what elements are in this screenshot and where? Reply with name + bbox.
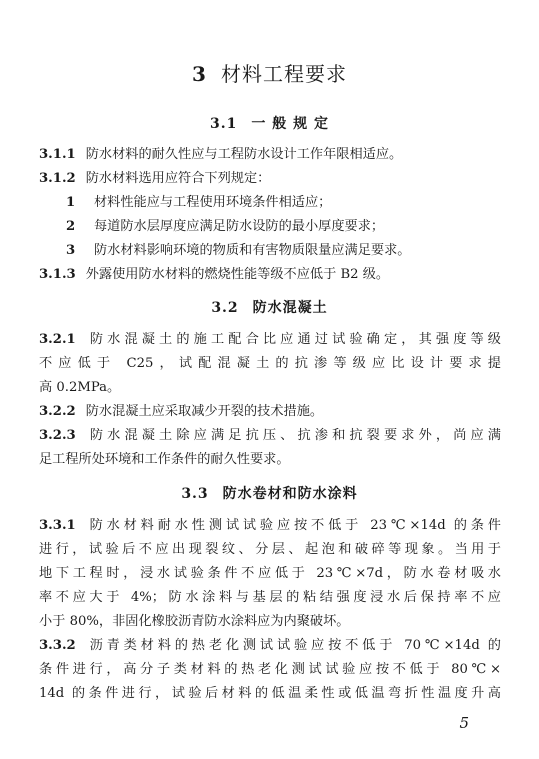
clause-text: 条件进行，高分子类材料的热老化测试试验应按不低于 80℃× bbox=[39, 662, 501, 677]
clause-3-3-1-line bbox=[39, 516, 501, 536]
clause-text: 地下工程时，浸水试验条件不应低于 23℃×7d，防水卷材吸水 bbox=[39, 566, 501, 581]
clause-3-1-1 bbox=[39, 145, 501, 165]
clause-3-2-3-line bbox=[39, 426, 501, 446]
clause-number: 3.2.1 bbox=[39, 332, 76, 347]
clause-text: 14d 的条件进行，试验后材料的低温柔性或低温弯折性温度升高 bbox=[39, 686, 501, 701]
clause-3-3-2-line bbox=[39, 636, 501, 656]
chapter-title-text: 材料工程要求 bbox=[220, 62, 347, 86]
clause-number: 3.1.3 bbox=[39, 267, 76, 282]
clause-number: 3.2.2 bbox=[39, 404, 76, 419]
item-text: 每道防水层厚度应满足防水设防的最小厚度要求； bbox=[94, 219, 385, 234]
section-number: 3.3 bbox=[181, 486, 209, 502]
item-text: 防水材料影响环境的物质和有害物质限量应满足要求。 bbox=[94, 243, 411, 258]
section-title-text: 一 般 规 定 bbox=[251, 116, 329, 132]
clause-text: 高 0.2MPa。 bbox=[39, 380, 121, 395]
clause-3-3-1-line bbox=[39, 540, 501, 560]
clause-3-2-1-line bbox=[39, 330, 501, 350]
clause-3-2-1-line bbox=[39, 354, 501, 374]
clause-text: 防水混凝土除应满足抗压、抗渗和抗裂要求外，尚应满 bbox=[85, 428, 501, 443]
clause-number: 3.3.2 bbox=[39, 638, 76, 653]
clause-text: 防水混凝土应采取减少开裂的技术措施。 bbox=[85, 404, 324, 419]
clause-3-1-3 bbox=[39, 265, 501, 285]
item-number: 3 bbox=[66, 243, 76, 258]
page-number: 5 bbox=[459, 714, 469, 732]
list-item bbox=[66, 193, 506, 213]
section-title-text: 防水卷材和防水涂料 bbox=[222, 486, 358, 502]
list-item bbox=[66, 217, 506, 237]
clause-3-3-1-line bbox=[39, 564, 501, 584]
section-title-3-1 bbox=[0, 113, 539, 133]
clause-text: 外露使用防水材料的燃烧性能等级不应低于 B2 级。 bbox=[85, 267, 390, 282]
clause-number: 3.1.2 bbox=[39, 171, 76, 186]
item-number: 2 bbox=[66, 219, 76, 234]
clause-3-2-3-line bbox=[39, 450, 501, 470]
clause-3-1-2 bbox=[39, 169, 501, 189]
section-title-text: 防水混凝土 bbox=[252, 300, 328, 316]
item-number: 1 bbox=[66, 195, 76, 210]
clause-3-3-1-line bbox=[39, 612, 501, 632]
clause-text: 进行，试验后不应出现裂纹、分层、起泡和破碎等现象。当用于 bbox=[39, 542, 501, 557]
section-title-3-2 bbox=[0, 297, 539, 317]
chapter-title bbox=[0, 58, 539, 87]
clause-text: 不应低于 C25，试配混凝土的抗渗等级应比设计要求提 bbox=[39, 356, 501, 371]
clause-3-3-2-line bbox=[39, 684, 501, 704]
clause-text: 沥青类材料的热老化测试试验应按不低于 70℃×14d 的 bbox=[85, 638, 501, 653]
clause-number: 3.3.1 bbox=[39, 518, 76, 533]
clause-text: 防水材料耐水性测试试验应按不低于 23℃×14d 的条件 bbox=[85, 518, 501, 533]
clause-text: 防水材料的耐久性应与工程防水设计工作年限相适应。 bbox=[85, 147, 403, 162]
clause-text: 足工程所处环境和工作条件的耐久性要求。 bbox=[39, 452, 290, 467]
clause-3-2-2 bbox=[39, 402, 501, 422]
clause-text: 小于 80%，非固化橡胶沥青防水涂料应为内聚破坏。 bbox=[39, 614, 350, 629]
chapter-number: 3 bbox=[192, 62, 207, 86]
item-text: 材料性能应与工程使用环境条件相适应； bbox=[94, 195, 332, 210]
clause-text: 防水材料选用应符合下列规定： bbox=[85, 171, 271, 186]
clause-number: 3.1.1 bbox=[39, 147, 76, 162]
clause-text: 率不应大于 4%；防水涂料与基层的粘结强度浸水后保持率不应 bbox=[39, 590, 501, 605]
section-title-3-3 bbox=[0, 483, 539, 503]
clause-3-3-2-line bbox=[39, 660, 501, 680]
list-item bbox=[66, 241, 506, 261]
clause-text: 防水混凝土的施工配合比应通过试验确定，其强度等级 bbox=[85, 332, 501, 347]
section-number: 3.1 bbox=[210, 116, 238, 132]
clause-number: 3.2.3 bbox=[39, 428, 76, 443]
clause-3-3-1-line bbox=[39, 588, 501, 608]
clause-3-2-1-line bbox=[39, 378, 501, 398]
section-number: 3.2 bbox=[211, 300, 239, 316]
